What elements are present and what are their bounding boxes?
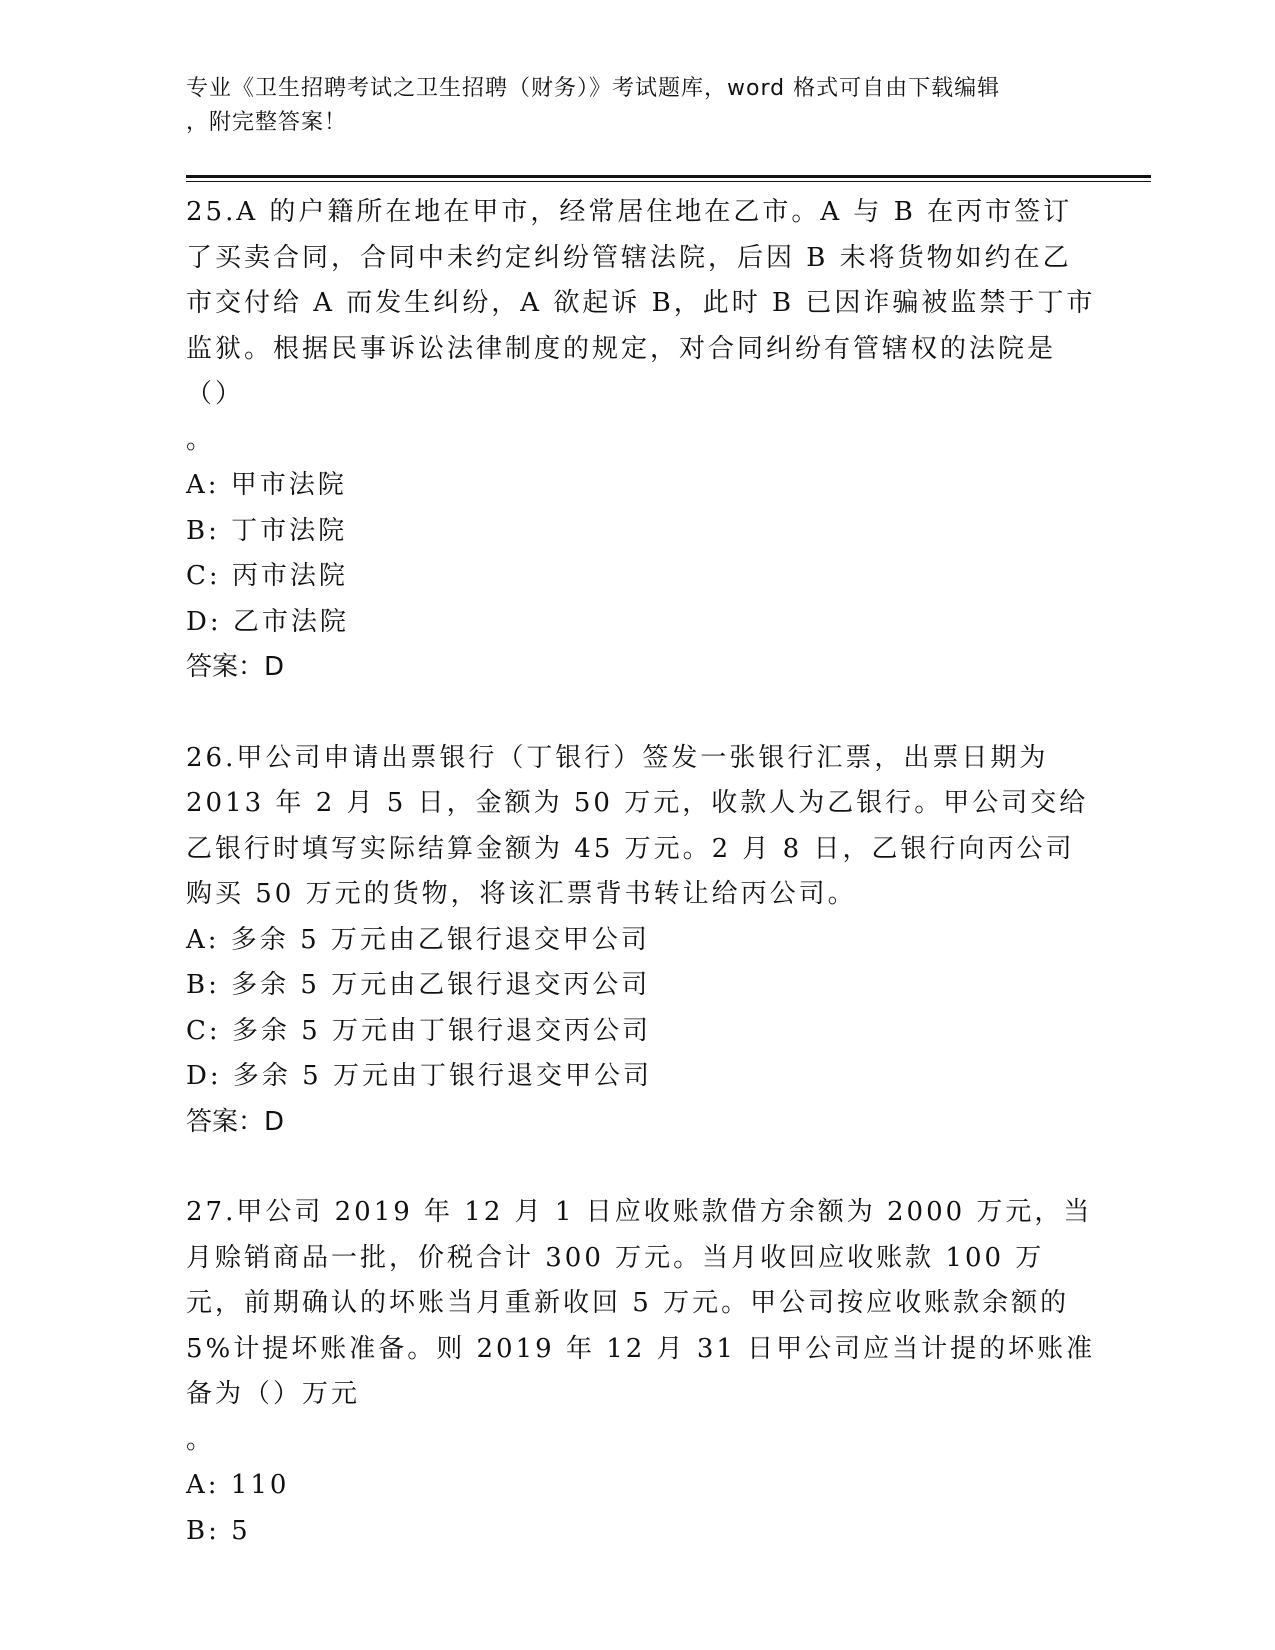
question-27 [186,1190,1096,1554]
header-divider-thick [186,175,1151,178]
option-a: A: 多余 5 万元由乙银行退交甲公司 [186,924,650,955]
question-list [186,190,1096,1554]
option-a: A: 甲市法院 [186,470,347,500]
option-b: B: 5 [186,1515,251,1546]
question-26 [186,736,1096,1146]
question-tail: 。 [186,424,213,455]
header-divider-thin [186,181,1151,182]
question-25 [186,190,1096,691]
option-d: D: 多余 5 万元由丁银行退交甲公司 [186,1061,652,1091]
option-c: C: 多余 5 万元由丁银行退交丙公司 [186,1015,651,1046]
document-header [186,72,1086,140]
question-text: 25.A 的户籍所在地在甲市，经常居住地在乙市。A 与 B 在丙市签订了买卖合同，合同中未约定纠纷管辖法院，后因 B 未将货物如约在乙市交付给 A 而发生纠纷，A 欲起诉 B，此时 B 已因诈骗被监禁于丁市监狱。根据民事诉讼法律制度的规定，对合同纠纷有管辖权的法院是（） [186,197,1096,409]
header-line-2: ，附完整答案！ [186,110,348,135]
option-b: B: 多余 5 万元由乙银行退交丙公司 [186,970,651,1000]
spacer [186,1145,1096,1190]
option-a: A: 110 [186,1470,290,1500]
option-b: B: 丁市法院 [186,515,348,546]
question-text: 26.甲公司申请出票银行（丁银行）签发一张银行汇票，出票日期为 2013 年 2 月 5 日，金额为 50 万元，收款人为乙银行。甲公司交给乙银行时填写实际结算金额为 45 万元。2 月 8 日，乙银行向丙公司购买 50 万元的货物，将该汇票背书转让给丙公司。 [186,742,1089,909]
header-line-1: 专业《卫生招聘考试之卫生招聘（财务）》考试题库，word 格式可自由下载编辑 [186,76,1001,101]
spacer [186,691,1096,736]
question-text: 27.甲公司 2019 年 12 月 1 日应收账款借方余额为 2000 万元，当月赊销商品一批，价税合计 300 万元。当月收回应收账款 100 万元，前期确认的坏账当月重新收回 5 万元。甲公司按应收账款余额的 5%计提坏账准备。则 2019 年 12 月 31 日甲公司应当计提的坏账准备为（）万元 [186,1197,1096,1409]
option-c: C: 丙市法院 [186,561,348,591]
option-d: D: 乙市法院 [186,606,349,637]
answer-line: 答案：D [186,1106,285,1137]
answer-line: 答案：D [186,652,285,682]
question-tail: 。 [186,1424,213,1455]
